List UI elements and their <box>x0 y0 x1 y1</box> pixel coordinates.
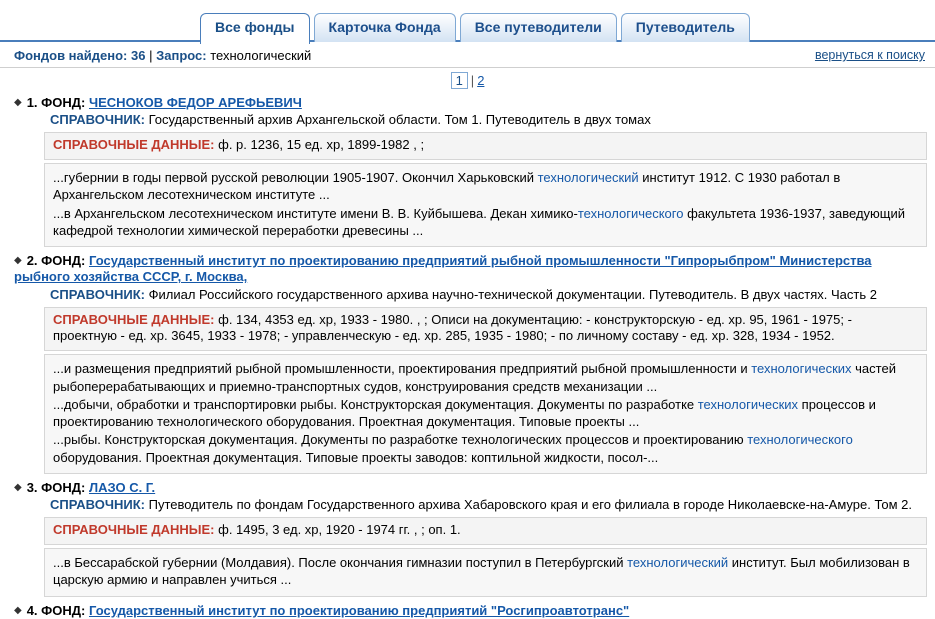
page-link-2[interactable]: 2 <box>477 73 485 88</box>
tab-bar <box>0 0 935 42</box>
snippet <box>53 205 918 240</box>
found-label: Фондов найдено: <box>14 48 128 63</box>
guide-line <box>8 497 927 514</box>
fond-name-link[interactable]: ЧЕСНОКОВ ФЕДОР АРЕФЬЕВИЧ <box>88 95 302 110</box>
snippet-box <box>44 354 927 474</box>
found-count: 36 <box>131 48 146 63</box>
record-heading <box>8 253 927 286</box>
snippet-part: ...рыбы. Конструкторская документация. Документы по разработке технологических процессов и проектированию <box>53 432 748 448</box>
infobar-separator: | <box>149 48 153 63</box>
snippet-part: институт. Был мобилизован в царскую армию и направлен учиться ... <box>53 555 910 588</box>
snippet-box <box>44 548 927 597</box>
result-record <box>8 95 927 247</box>
result-record <box>8 480 927 597</box>
page-separator: | <box>470 73 475 88</box>
back-to-search-link[interactable]: вернуться к поиску <box>814 48 925 62</box>
reference-data-box <box>44 307 927 352</box>
snippet-part: институт 1912. С 1930 работал в Архангельском лесотехническом институте ... <box>53 170 841 203</box>
guide-label: СПРАВОЧНИК: <box>50 112 145 128</box>
tab-fond-card[interactable]: Карточка Фонда <box>314 13 456 42</box>
snippet <box>53 396 918 431</box>
tab-all-fonds[interactable]: Все фонды <box>200 13 310 44</box>
snippet-part: ...добычи, обработки и транспортировки рыбы. Конструкторская документация. Документы по разработке <box>53 396 698 412</box>
reference-label: СПРАВОЧНЫЕ ДАННЫЕ: <box>53 311 215 327</box>
fond-name-link[interactable]: Государственный институт по проектированию предприятий "Росгипроавтотранс" <box>88 602 630 618</box>
snippet-part: процессов и проектированию технологического оборудования. Проектная документация. Типовые проекты ... <box>53 396 876 430</box>
snippet-part: ...в Бессарабской губернии (Молдавия). После окончания гимназии поступил в Петербургский <box>53 555 628 571</box>
record-number: 1. <box>26 95 38 110</box>
snippet-box <box>44 163 927 247</box>
query-value: технологический <box>210 48 312 63</box>
record-number: 4. <box>26 602 38 618</box>
reference-label: СПРАВОЧНЫЕ ДАННЫЕ: <box>53 522 215 538</box>
record-heading <box>8 480 927 496</box>
snippet <box>53 169 918 204</box>
results-list <box>0 95 935 619</box>
reference-text: ф. р. 1236, 15 ед. хр, 1899-1982 , ; <box>218 137 425 153</box>
fond-name-link[interactable]: Государственный институт по проектированию предприятий рыбной промышленности "Гипрорыбпром" Министерства рыбного хозяйства СССР, г. Москва, <box>14 253 872 285</box>
reference-text: ф. 1495, 3 ед. хр, 1920 - 1974 гг. , ; оп. 1. <box>218 522 461 538</box>
tab-all-guides[interactable]: Все путеводители <box>460 13 617 42</box>
reference-text: ф. 134, 4353 ед. хр, 1933 - 1980. , ; Описи на документацию: - конструкторскую - ед. хр. 95, 1961 - 1975; - проектную - ед. хр. 3645, 1933 - 1978; - управленческую - ед. хр. 285, 1935 - 1980; - по личному составу - ед. хр. 328, 1934 - 1952. <box>53 311 852 344</box>
guide-text: Государственный архив Архангельской области. Том 1. Путеводитель в двух томах <box>148 112 651 128</box>
bullet-icon: ◆ <box>14 482 22 494</box>
record-number: 2. <box>26 253 38 269</box>
page-current: 1 <box>451 72 468 89</box>
guide-label: СПРАВОЧНИК: <box>50 497 145 513</box>
guide-label: СПРАВОЧНИК: <box>50 286 145 302</box>
fond-label: ФОНД: <box>41 602 86 618</box>
pagination <box>0 68 935 95</box>
snippet-part: ...губернии в годы первой русской революции 1905-1907. Окончил Харьковский <box>53 170 538 186</box>
snippet-highlight: технологических <box>751 361 852 377</box>
record-heading <box>8 95 927 111</box>
snippet-part: ...в Архангельском лесотехническом институте имени В. В. Куйбышева. Декан химико- <box>53 205 578 221</box>
snippet <box>53 554 918 589</box>
snippet-highlight: технологического <box>747 432 853 448</box>
snippet-highlight: технологических <box>697 396 799 412</box>
guide-line <box>8 287 927 304</box>
result-record <box>8 253 927 474</box>
fond-label: ФОНД: <box>41 480 86 496</box>
reference-data-box <box>44 517 927 545</box>
fond-label: ФОНД: <box>41 95 86 110</box>
tab-guide[interactable]: Путеводитель <box>621 13 750 42</box>
reference-data-box <box>44 132 927 160</box>
bullet-icon: ◆ <box>14 97 22 108</box>
snippet-part: факультета 1936-1937, заведующий кафедрой технологии химической переработки древесины ... <box>53 205 905 238</box>
bullet-icon: ◆ <box>14 255 22 267</box>
bullet-icon: ◆ <box>14 604 22 616</box>
snippet-part: частей рыбоперерабатывающих и приемно-транспортных судов, конструирования средств механизации ... <box>53 361 896 394</box>
snippet-part: оборудования. Проектная документация. Типовые проекты заводов: коптильной жидкости, посол-... <box>53 449 659 465</box>
snippet <box>53 360 918 395</box>
result-record <box>8 603 927 619</box>
snippet-highlight: технологический <box>537 170 639 186</box>
query-label: Запрос: <box>156 48 207 63</box>
snippet-highlight: технологический <box>627 555 729 571</box>
snippet-highlight: технологического <box>577 205 684 221</box>
guide-line <box>8 112 927 129</box>
record-number: 3. <box>26 480 38 496</box>
record-heading <box>8 603 927 619</box>
fond-label: ФОНД: <box>41 253 86 269</box>
snippet-part: ...и размещения предприятий рыбной промышленности, проектирования предприятий рыбной промышленности и <box>53 361 752 377</box>
snippet <box>53 431 918 466</box>
reference-label: СПРАВОЧНЫЕ ДАННЫЕ: <box>53 137 215 153</box>
results-info-bar <box>0 42 935 68</box>
guide-text: Путеводитель по фондам Государственного архива Хабаровского края и его филиала в городе Николаевске-на-Амуре. Том 2. <box>148 497 913 513</box>
fond-name-link[interactable]: ЛАЗО С. Г. <box>88 480 156 496</box>
guide-text: Филиал Российского государственного архива научно-технической документации. Путеводитель. В двух частях. Часть 2 <box>148 286 877 302</box>
